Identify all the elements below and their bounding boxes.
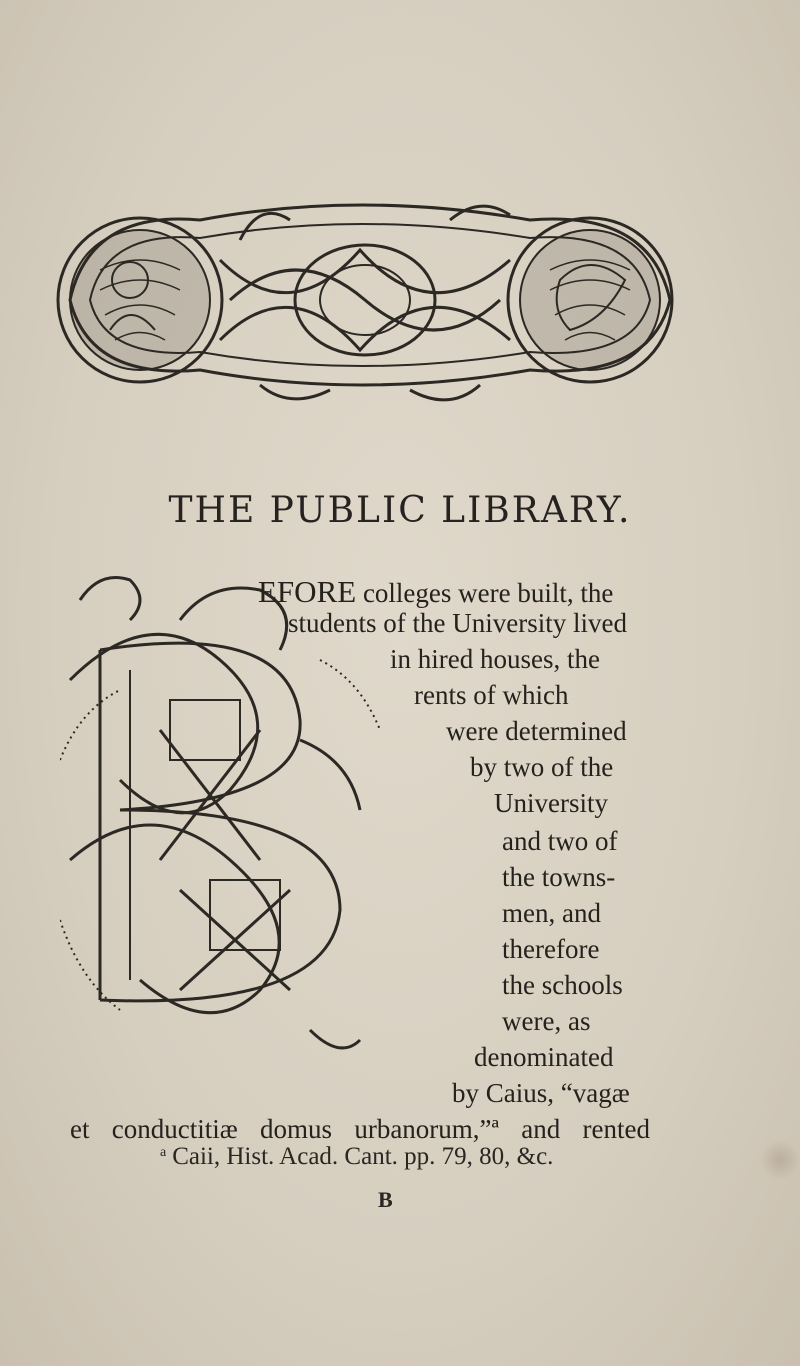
paragraph-line-13: were, as xyxy=(502,1006,591,1036)
paragraph-line-16: et conductitiæ domus urbanorum,”ª and rented xyxy=(70,1114,650,1144)
footnote-text: Caii, Hist. Acad. Cant. pp. 79, 80, &c. xyxy=(172,1143,554,1170)
paragraph-line-15: by Caius, “vagæ xyxy=(452,1078,630,1108)
paragraph-line-1: EFORE colleges were built, the xyxy=(258,574,614,609)
paper-stain xyxy=(760,1140,800,1180)
paragraph-line-14: denominated xyxy=(474,1042,614,1072)
paragraph-line-5: were determined xyxy=(446,716,627,746)
paragraph-line-11: therefore xyxy=(502,934,600,964)
chapter-title: THE PUBLIC LIBRARY. xyxy=(168,490,632,531)
paragraph-line-8: and two of xyxy=(502,826,618,856)
paragraph-line-9: the towns- xyxy=(502,862,616,892)
paragraph-line-12: the schools xyxy=(502,970,623,1000)
paragraph-line-4: rents of which xyxy=(414,680,569,710)
ornamental-headpiece-icon xyxy=(30,180,692,410)
footnote xyxy=(160,1143,553,1171)
signature-mark: B xyxy=(378,1187,393,1212)
paragraph-line-7: University xyxy=(494,788,608,818)
paragraph-line-3: in hired houses, the xyxy=(390,644,600,674)
paragraph-line-6: by two of the xyxy=(470,752,614,782)
dropcap-lead: EFORE xyxy=(258,574,357,609)
paragraph-line-10: men, and xyxy=(502,898,601,928)
paragraph-line-2: students of the University lived xyxy=(288,608,627,638)
footnote-marker: a xyxy=(160,1145,167,1160)
